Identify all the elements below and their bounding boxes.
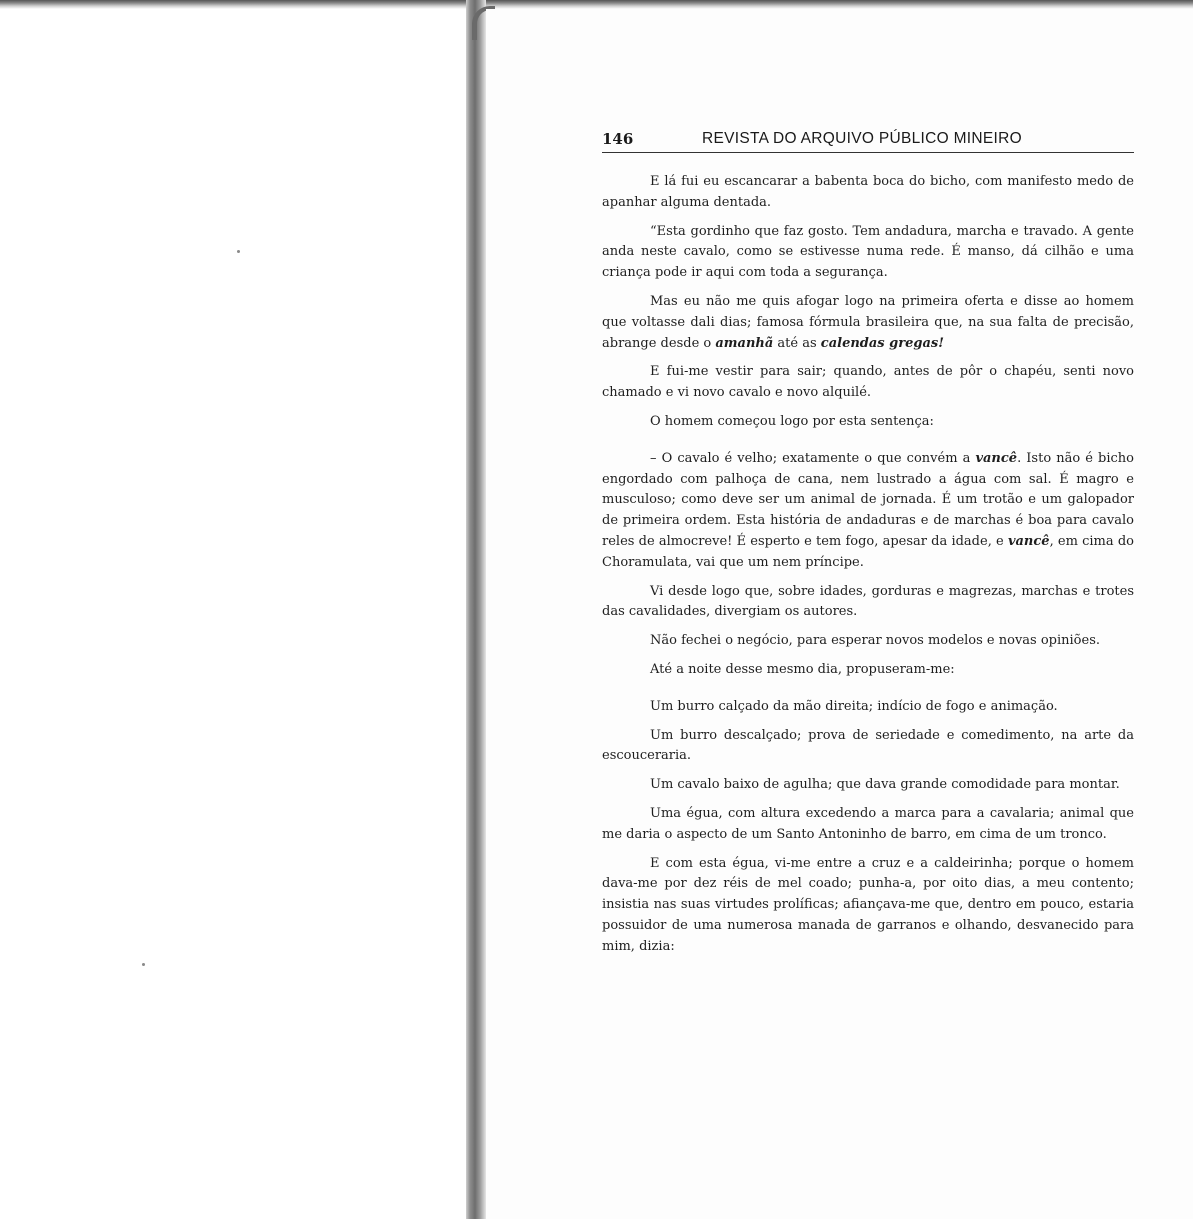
paragraph (602, 292, 1134, 354)
page-header (602, 130, 1137, 152)
paragraph (602, 412, 1134, 433)
text-run: Uma égua, com altura excedendo a marca para a cavalaria; animal que me daria o aspecto de um Santo Antoninho de barro, em cima de um tronco. (602, 805, 1134, 842)
left-page-blank (0, 9, 466, 1219)
text-run: – O cavalo é velho; exatamente o que convém a (650, 450, 976, 466)
paper-speck (237, 250, 240, 253)
paragraph (602, 726, 1134, 768)
paragraph (602, 775, 1134, 796)
italic-run: vancê (975, 450, 1018, 466)
text-run: até as (773, 335, 821, 351)
paragraph (602, 582, 1134, 624)
italic-run: amanhã (715, 335, 774, 351)
paragraph (602, 660, 1134, 681)
paragraph (602, 804, 1134, 846)
right-page (486, 9, 1193, 1219)
italic-run: calendas gregas! (820, 335, 944, 351)
text-run: , em cima do Choramulata, vai que um nem príncipe. (602, 533, 1134, 570)
text-run: E lá fui eu escancarar a babenta boca do bicho, com manifesto medo de apanhar alguma dentada. (602, 174, 1134, 210)
body-text (602, 172, 1134, 966)
paragraph (602, 172, 1134, 214)
running-title: REVISTA DO ARQUIVO PÚBLICO MINEIRO (702, 130, 1022, 147)
text-run: Até a noite desse mesmo dia, propuseram-me: (650, 661, 955, 677)
paragraph (602, 362, 1134, 404)
book-gutter (466, 0, 486, 1219)
page-number: 146 (602, 130, 634, 148)
paragraph (602, 697, 1134, 718)
text-run: O homem começou logo por esta sentença: (650, 413, 934, 429)
text-run: Mas eu não me quis afogar logo na primeira oferta e disse ao homem que voltasse dali dias; famosa fórmula brasileira que, na sua falta de precisão, abrange desde o (602, 293, 1134, 351)
text-run: . Isto não é bicho engordado com palhoça de cana, nem lustrado a água com sal. É magro e musculoso; como deve ser um animal de jornada. É um trotão e um galopador de primeira ordem. Esta história de andaduras e de marchas é boa para cavalo reles de almocreve! É esperto e tem fogo, apesar da idade, e (602, 450, 1135, 549)
paragraph (602, 854, 1134, 958)
text-run: Um burro calçado da mão direita; indício de fogo e animação. (650, 698, 1058, 714)
text-run: Não fechei o negócio, para esperar novos modelos e novas opiniões. (650, 633, 1101, 649)
top-page-edge (0, 0, 1193, 9)
text-run: Vi desde logo que, sobre idades, gorduras e magrezas, marchas e trotes das cavalidades, divergiam os autores. (602, 583, 1134, 620)
text-run: Um burro descalçado; prova de seriedade e comedimento, na arte da escouceraria. (602, 727, 1134, 764)
paragraph (602, 449, 1134, 574)
italic-run: vancê (1007, 533, 1050, 549)
paragraph (602, 222, 1134, 284)
text-run: “Esta gordinho que faz gosto. Tem andadura, marcha e travado. A gente anda neste cavalo, como se estivesse numa rede. É manso, dá cilhão e uma criança pode ir aqui com toda a segurança. (602, 223, 1134, 281)
text-run: E fui-me vestir para sair; quando, antes de pôr o chapéu, senti novo chamado e vi novo cavalo e novo alquilé. (602, 364, 1134, 401)
paragraph (602, 631, 1134, 652)
text-run: E com esta égua, vi-me entre a cruz e a caldeirinha; porque o homem dava-me por dez réis de mel coado; punha-a, por oito dias, a meu contento; insistia nas suas virtudes prolíficas; afiançava-me que, dentro em pouco, estaria possuidor de uma numerosa manada de garranos e olhando, desvanecido para mim, dizia: (602, 855, 1134, 954)
header-rule (602, 152, 1134, 153)
paper-speck (142, 963, 145, 966)
text-run: Um cavalo baixo de agulha; que dava grande comodidade para montar. (650, 777, 1120, 793)
